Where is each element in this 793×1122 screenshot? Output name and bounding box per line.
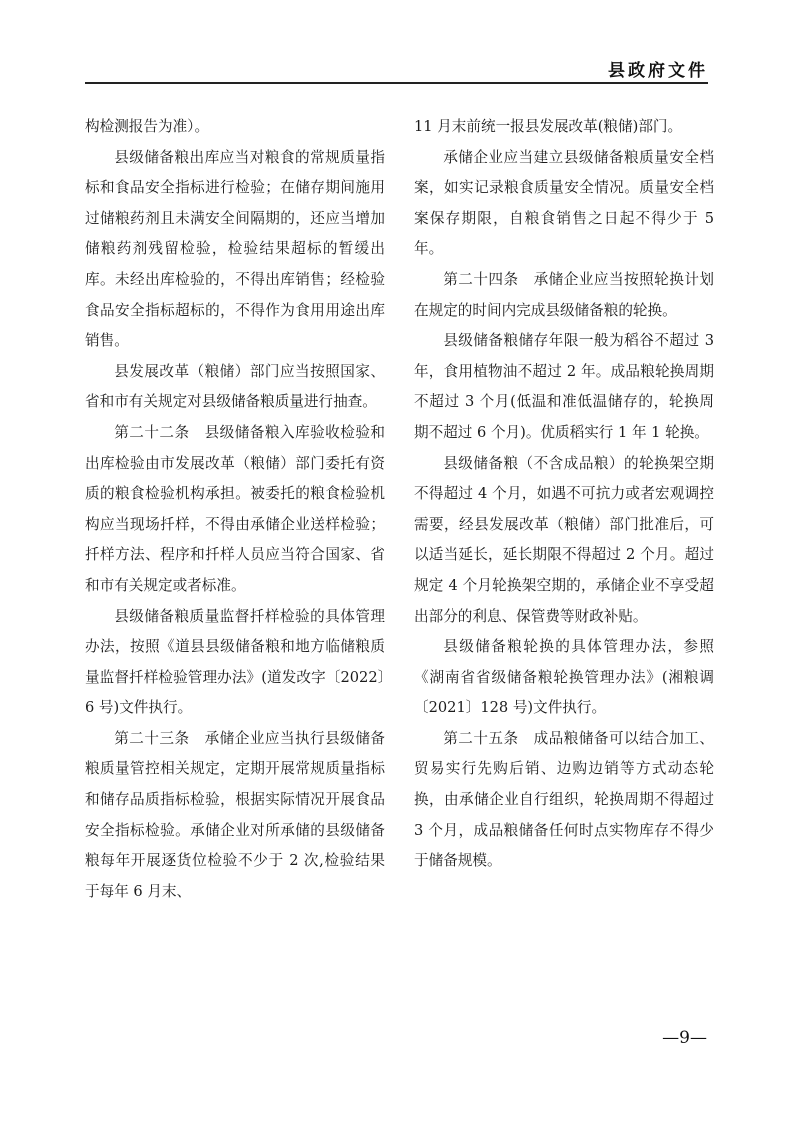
- header-rule: [85, 82, 708, 84]
- paragraph: 11 月末前统一报县发展改革(粮储)部门。: [414, 118, 683, 135]
- paragraph: 县级储备粮储存年限一般为稻谷不超过 3 年，食用植物油不超过 2 年。成品粮轮换周期不超过 3 个月(低温和准低温储存的，轮换周期不超过 6 个月)。优质稻实行 1 年 1 轮换。: [414, 332, 714, 441]
- paragraph: 构检测报告为准）。: [85, 118, 210, 135]
- right-column: [414, 112, 714, 877]
- page-number: —9—: [662, 1028, 707, 1048]
- left-column: [85, 112, 385, 907]
- paragraph: 县级储备粮出库应当对粮食的常规质量指标和食品安全指标进行检验；在储存期间施用过储粮药剂且未满安全间隔期的，还应当增加储粮药剂残留检验，检验结果超标的暂缓出库。未经出库检验的，不得出库销售；经检验食品安全指标超标的，不得作为食用用途出库销售。: [85, 148, 385, 350]
- paragraph: 县发展改革（粮储）部门应当按照国家、省和市有关规定对县级储备粮质量进行抽查。: [85, 362, 385, 411]
- paragraph: 县级储备粮轮换的具体管理办法，参照《湖南省省级储备粮轮换管理办法》(湘粮调〔2021〕128 号)文件执行。: [414, 638, 714, 717]
- paragraph: 承储企业应当建立县级储备粮质量安全档案，如实记录粮食质量安全情况。质量安全档案保存期限，自粮食销售之日起不得少于 5 年。: [414, 148, 714, 258]
- paragraph: 第二十四条 承储企业应当按照轮换计划在规定的时间内完成县级储备粮的轮换。: [414, 270, 714, 319]
- paragraph: 第二十二条 县级储备粮入库验收检验和出库检验由市发展改革（粮储）部门委托有资质的粮食检验机构承担。被委托的粮食检验机构应当现场扦样，不得由承储企业送样检验；扦样方法、程序和扦样人员应当符合国家、省和市有关规定或者标准。: [85, 423, 385, 594]
- paragraph: 县级储备粮质量监督扦样检验的具体管理办法，按照《道县县级储备粮和地方临储粮质量监督扦样检验管理办法》(道发改字〔2022〕6 号)文件执行。: [85, 607, 385, 717]
- page-header-title: 县政府文件: [608, 61, 708, 81]
- paragraph: 第二十三条 承储企业应当执行县级储备粮质量管控相关规定，定期开展常规质量指标和储存品质指标检验，根据实际情况开展食品安全指标检验。承储企业对所承储的县级储备粮每年开展逐货位检验不少于 2 次,检验结果于每年 6 月末、: [85, 729, 385, 900]
- paragraph: 县级储备粮（不含成品粮）的轮换架空期不得超过 4 个月，如遇不可抗力或者宏观调控需要，经县发展改革（粮储）部门批准后，可以适当延长，延长期限不得超过 2 个月。超过规定 4 个月轮换架空期的，承储企业不享受超出部分的利息、保管费等财政补贴。: [414, 454, 714, 625]
- paragraph: 第二十五条 成品粮储备可以结合加工、贸易实行先购后销、边购边销等方式动态轮换，由承储企业自行组织，轮换周期不得超过 3 个月，成品粮储备任何时点实物库存不得少于储备规模。: [414, 729, 714, 870]
